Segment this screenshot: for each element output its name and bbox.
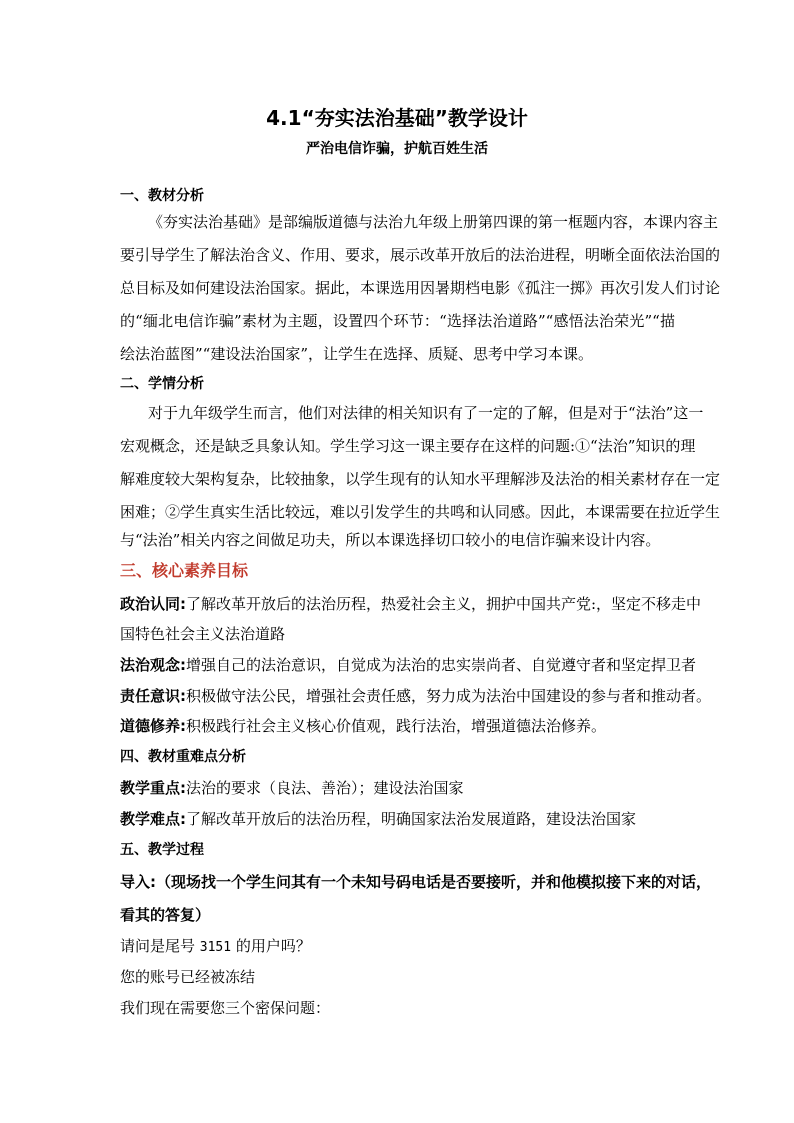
- section-heading-learner-analysis: 二、学情分析: [120, 376, 204, 392]
- goal-text: 积极做守法公民，增强社会责任感，努力成为法治中国建设的参与者和推动者。: [186, 687, 712, 705]
- goal-item-morality: [120, 716, 606, 736]
- difficult-point-item: [120, 809, 636, 829]
- phone-suffix: 3151: [199, 940, 232, 955]
- document-subtitle: 严治电信诈骗，护航百姓生活: [306, 141, 488, 157]
- dialog-line-2: 您的账号已经被冻结: [120, 968, 256, 986]
- paragraph-line: 总目标及如何建设法治国家。据此，本课选用因暑期档电影《孤注一掷》再次引发人们讨论: [120, 279, 721, 297]
- goal-label: 政治认同:: [120, 595, 186, 613]
- dialog-text: 请问是尾号: [120, 937, 200, 955]
- key-point-text: 法治的要求（良法、善治）；建设法治国家: [186, 779, 464, 797]
- goal-label: 道德修养:: [120, 717, 186, 735]
- goal-label: 法治观念:: [120, 656, 186, 674]
- intro-line-continued: 看其的答复）: [120, 906, 211, 924]
- key-point-item: [120, 778, 464, 798]
- goal-text: 了解改革开放后的法治历程，热爱社会主义，拥护中国共产党:，坚定不移走中: [186, 595, 702, 613]
- dialog-line-3: 我们现在需要您三个密保问题：: [120, 999, 331, 1017]
- difficult-point-label: 教学难点:: [120, 810, 186, 828]
- paragraph-line: 宏观概念，还是缺乏具象认知。学生学习这一课主要存在这样的问题:①“法治”知识的理: [120, 437, 696, 455]
- intro-label: 导入:: [120, 873, 156, 891]
- paragraph-line: 绘法治蓝图”“建设法治国家”，让学生在选择、质疑、思考中学习本课。: [120, 345, 594, 363]
- goal-item-responsibility: [120, 686, 711, 706]
- goal-text: 国特色社会主义法治道路: [120, 625, 286, 643]
- dialog-line-1: [120, 936, 311, 958]
- section-heading-core-literacy-goals: 三、核心素养目标: [120, 561, 249, 580]
- paragraph-line: 《夯实法治基础》是部编版道德与法治九年级上册第四课的第一框题内容，本课内容主: [148, 213, 719, 231]
- goal-item-continuation: [120, 624, 285, 644]
- paragraph-line: 解难度较大架构复杂，比较抽象，以学生现有的认知水平理解涉及法治的相关素材存在一定: [120, 470, 721, 488]
- goal-label: 责任意识:: [120, 687, 186, 705]
- section-heading-key-difficult-points: 四、教材重难点分析: [120, 749, 246, 765]
- paragraph-line: 的“缅北电信诈骗”素材为主题，设置四个环节：“选择法治道路”“感悟法治荣光”“描: [120, 312, 675, 330]
- dialog-text: 的用户吗？: [231, 937, 311, 955]
- difficult-point-text: 了解改革开放后的法治历程，明确国家法治发展道路，建设法治国家: [186, 810, 637, 828]
- paragraph-line: 对于九年级学生而言，他们对法律的相关知识有了一定的了解，但是对于“法治”这一: [148, 404, 704, 422]
- intro-line: [120, 872, 711, 892]
- section-heading-textbook-analysis: 一、教材分析: [120, 188, 204, 204]
- goal-text: 增强自己的法治意识，自觉成为法治的忠实崇尚者、自觉遵守者和坚定捍卫者: [186, 656, 697, 674]
- goal-item-rule-of-law: [120, 655, 696, 675]
- paragraph-line: 与“法治”相关内容之间做足功夫，所以本课选择切口较小的电信诈骗来设计内容。: [120, 531, 661, 549]
- paragraph-line: 困难；②学生真实生活比较远，难以引发学生的共鸣和认同感。因此，本课需要在拉近学生: [120, 503, 721, 521]
- intro-text: （现场找一个学生问其有一个未知号码电话是否要接听，并和他模拟接下来的对话，: [156, 873, 712, 891]
- document-title: 4.1“夯实法治基础”教学设计: [266, 106, 528, 130]
- paragraph-line: 要引导学生了解法治含义、作用、要求，展示改革开放后的法治进程，明晰全面依法治国的: [120, 246, 721, 264]
- key-point-label: 教学重点:: [120, 779, 186, 797]
- goal-text: 积极践行社会主义核心价值观，践行法治，增强道德法治修养。: [186, 717, 607, 735]
- section-heading-teaching-process: 五、教学过程: [120, 842, 204, 858]
- goal-item-political-identity: [120, 594, 701, 614]
